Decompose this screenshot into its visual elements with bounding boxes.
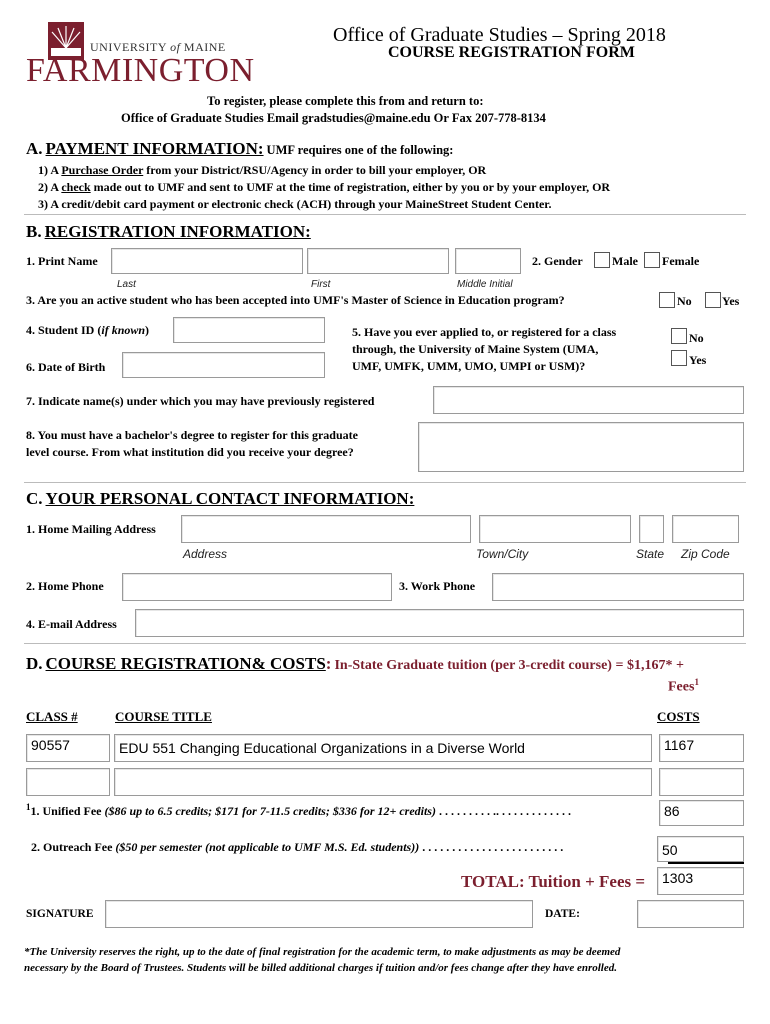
class-number-field-2[interactable] <box>26 768 110 796</box>
last-name-field[interactable] <box>111 248 303 274</box>
unified-fee-sup: 1 <box>26 802 31 812</box>
zip-sublabel: Zip Code <box>681 547 730 561</box>
student-id-field[interactable] <box>173 317 325 343</box>
payment-item-3-num: 3) <box>38 197 48 211</box>
dob-label: 6. Date of Birth <box>26 360 106 374</box>
section-a-letter: A. <box>26 139 43 158</box>
date-field[interactable] <box>637 900 744 928</box>
middle-initial-field[interactable] <box>455 248 521 274</box>
gender-male-label: Male <box>612 254 638 268</box>
dob-field[interactable] <box>122 352 325 378</box>
q3-yes-label: Yes <box>722 294 740 308</box>
home-phone-field[interactable] <box>122 573 392 601</box>
instruction-line-2: Office of Graduate Studies Email gradstudies@maine.edu Or Fax 207-778-8134 <box>121 111 546 125</box>
state-sublabel: State <box>636 547 665 561</box>
payment-item-2-emph: check <box>61 180 91 194</box>
class-header: CLASS # <box>26 709 78 724</box>
logo-university: UNIVERSITY <box>90 40 167 54</box>
section-d-letter: D. <box>26 654 43 673</box>
form-subtitle: COURSE REGISTRATION FORM <box>388 44 635 61</box>
last-sublabel: Last <box>117 279 136 290</box>
student-id-label-a: 4. Student ID ( <box>26 323 102 337</box>
payment-item-1-text: from your District/RSU/Agency in order to bill your employer, OR <box>146 163 487 177</box>
costs-header: COSTS <box>657 709 700 724</box>
state-field[interactable] <box>639 515 664 543</box>
section-d-heading <box>26 654 684 674</box>
outreach-fee-field[interactable]: 50 <box>657 836 744 862</box>
logo-of: of <box>170 40 181 54</box>
outreach-fee-label: 2. Outreach Fee <box>31 840 113 854</box>
payment-item-2 <box>38 180 610 195</box>
outreach-fee-line <box>31 840 563 855</box>
town-sublabel: Town/City <box>476 547 529 561</box>
zip-field[interactable] <box>672 515 739 543</box>
institution-field[interactable] <box>418 422 744 472</box>
gender-female-label: Female <box>662 254 700 268</box>
cost-field-2[interactable] <box>659 768 744 796</box>
middle-initial-sublabel: Middle Initial <box>457 279 513 290</box>
q5-no-checkbox[interactable] <box>671 328 687 344</box>
unified-fee-line <box>26 802 571 819</box>
cost-field-1[interactable]: 1167 <box>659 734 744 762</box>
section-a-heading <box>26 139 453 159</box>
outreach-fee-dots: . . . . . . . . . . . . . . . . . . . . . . . . <box>422 840 564 854</box>
q5-no-label: No <box>689 331 704 345</box>
outreach-fee-detail: ($50 per semester (not applicable to UMF M.S. Ed. students)) <box>115 840 420 854</box>
gender-female-checkbox[interactable] <box>644 252 660 268</box>
payment-item-1-emph: Purchase Order <box>61 163 144 177</box>
address-field[interactable] <box>181 515 471 543</box>
work-phone-label: 3. Work Phone <box>399 579 476 593</box>
section-a-title: PAYMENT INFORMATION: <box>45 139 264 158</box>
payment-item-2-text: made out to UMF and sent to UMF at the time of registration, either by you or by your employer, OR <box>93 180 611 194</box>
tuition-text: In-State Graduate tuition (per 3-credit course) = $1,167* + <box>334 658 684 673</box>
fees-sup: 1 <box>694 677 699 687</box>
previous-names-field[interactable] <box>433 386 744 414</box>
section-d-title: COURSE REGISTRATION& COSTS <box>45 654 326 673</box>
first-name-field[interactable] <box>307 248 449 274</box>
divider-b <box>24 482 746 483</box>
q7-label: 7. Indicate name(s) under which you may have previously registered <box>26 394 375 408</box>
payment-item-1-num: 1) A <box>38 163 59 177</box>
total-label: TOTAL: Tuition + Fees = <box>461 872 646 891</box>
logo-maine: MAINE <box>183 40 226 54</box>
q3-no-label: No <box>677 294 692 308</box>
section-b-letter: B. <box>26 222 42 241</box>
total-field[interactable]: 1303 <box>657 867 744 895</box>
unified-fee-label: 1. Unified Fee <box>30 804 102 818</box>
q5-line-2: through, the University of Maine System (UMA, <box>352 342 599 356</box>
q8-line-1: 8. You must have a bachelor's degree to register for this graduate <box>26 428 358 442</box>
email-field[interactable] <box>135 609 744 637</box>
q8-line-2: level course. From what institution did you receive your degree? <box>26 445 354 459</box>
q3-no-checkbox[interactable] <box>659 292 675 308</box>
section-c-heading <box>26 489 414 509</box>
gender-male-checkbox[interactable] <box>594 252 610 268</box>
gender-label: 2. Gender <box>532 254 583 268</box>
course-title-header: COURSE TITLE <box>115 709 212 724</box>
date-label: DATE: <box>545 908 580 920</box>
university-logo <box>26 20 255 90</box>
signature-label: SIGNATURE <box>26 908 94 920</box>
first-sublabel: First <box>311 279 331 290</box>
section-c-title: YOUR PERSONAL CONTACT INFORMATION: <box>45 489 415 508</box>
total-rule <box>668 862 744 864</box>
section-b-title: REGISTRATION INFORMATION: <box>44 222 311 241</box>
town-field[interactable] <box>479 515 631 543</box>
section-d-colon: : <box>325 654 332 673</box>
home-phone-label: 2. Home Phone <box>26 579 104 593</box>
fees-word: Fees <box>668 679 695 695</box>
divider-c <box>24 643 746 644</box>
instruction-line-1: To register, please complete this from and return to: <box>207 94 484 108</box>
q3-label: 3. Are you an active student who has been accepted into UMF's Master of Science in Education program? <box>26 293 565 307</box>
signature-field[interactable] <box>105 900 533 928</box>
payment-item-1 <box>38 163 486 178</box>
footer-line-1: *The University reserves the right, up to the date of final registration for the academic term, to make adjustments as may be deemed <box>24 946 621 958</box>
form-title: Office of Graduate Studies – Spring 2018 <box>333 24 666 46</box>
payment-item-3 <box>38 197 552 212</box>
q5-line-3: UMF, UMFK, UMM, UMO, UMPI or USM)? <box>352 359 586 373</box>
logo-farmington: FARMINGTON <box>26 52 255 89</box>
course-title-field-2[interactable] <box>114 768 652 796</box>
address-label: 1. Home Mailing Address <box>26 522 156 536</box>
unified-fee-field[interactable]: 86 <box>659 800 744 826</box>
q3-yes-checkbox[interactable] <box>705 292 721 308</box>
student-id-label-b: if known <box>101 323 146 337</box>
unified-fee-detail: ($86 up to 6.5 credits; $171 for 7-11.5 credits; $336 for 12+ credits) <box>104 804 436 818</box>
q5-yes-checkbox[interactable] <box>671 350 687 366</box>
print-name-label: 1. Print Name <box>26 254 98 268</box>
footer-line-2: necessary by the Board of Trustees. Students will be billed additional charges if tuition and/or fees change after they have enrolled. <box>24 962 617 974</box>
payment-item-3-text: A credit/debit card payment or electronic check (ACH) through your MaineStreet Student Center. <box>50 197 552 211</box>
student-id-label <box>26 323 149 338</box>
class-number-field-1[interactable]: 90557 <box>26 734 110 762</box>
divider-a <box>24 214 746 215</box>
email-label: 4. E-mail Address <box>26 617 117 631</box>
q5-yes-label: Yes <box>689 353 707 367</box>
course-title-field-1[interactable]: EDU 551 Changing Educational Organizations in a Diverse World <box>114 734 652 762</box>
student-id-label-c: ) <box>145 323 150 337</box>
unified-fee-dots: . . . . . . . . . .. . . . . . . . . . . . . <box>438 804 571 818</box>
work-phone-field[interactable] <box>492 573 744 601</box>
payment-item-2-num: 2) A <box>38 180 59 194</box>
section-b-heading <box>26 222 311 242</box>
fees-text <box>668 677 699 696</box>
section-a-intro: UMF requires one of the following: <box>266 143 454 157</box>
q5-line-1: 5. Have you ever applied to, or registered for a class <box>352 325 617 339</box>
section-c-letter: C. <box>26 489 43 508</box>
address-sublabel: Address <box>183 547 228 561</box>
